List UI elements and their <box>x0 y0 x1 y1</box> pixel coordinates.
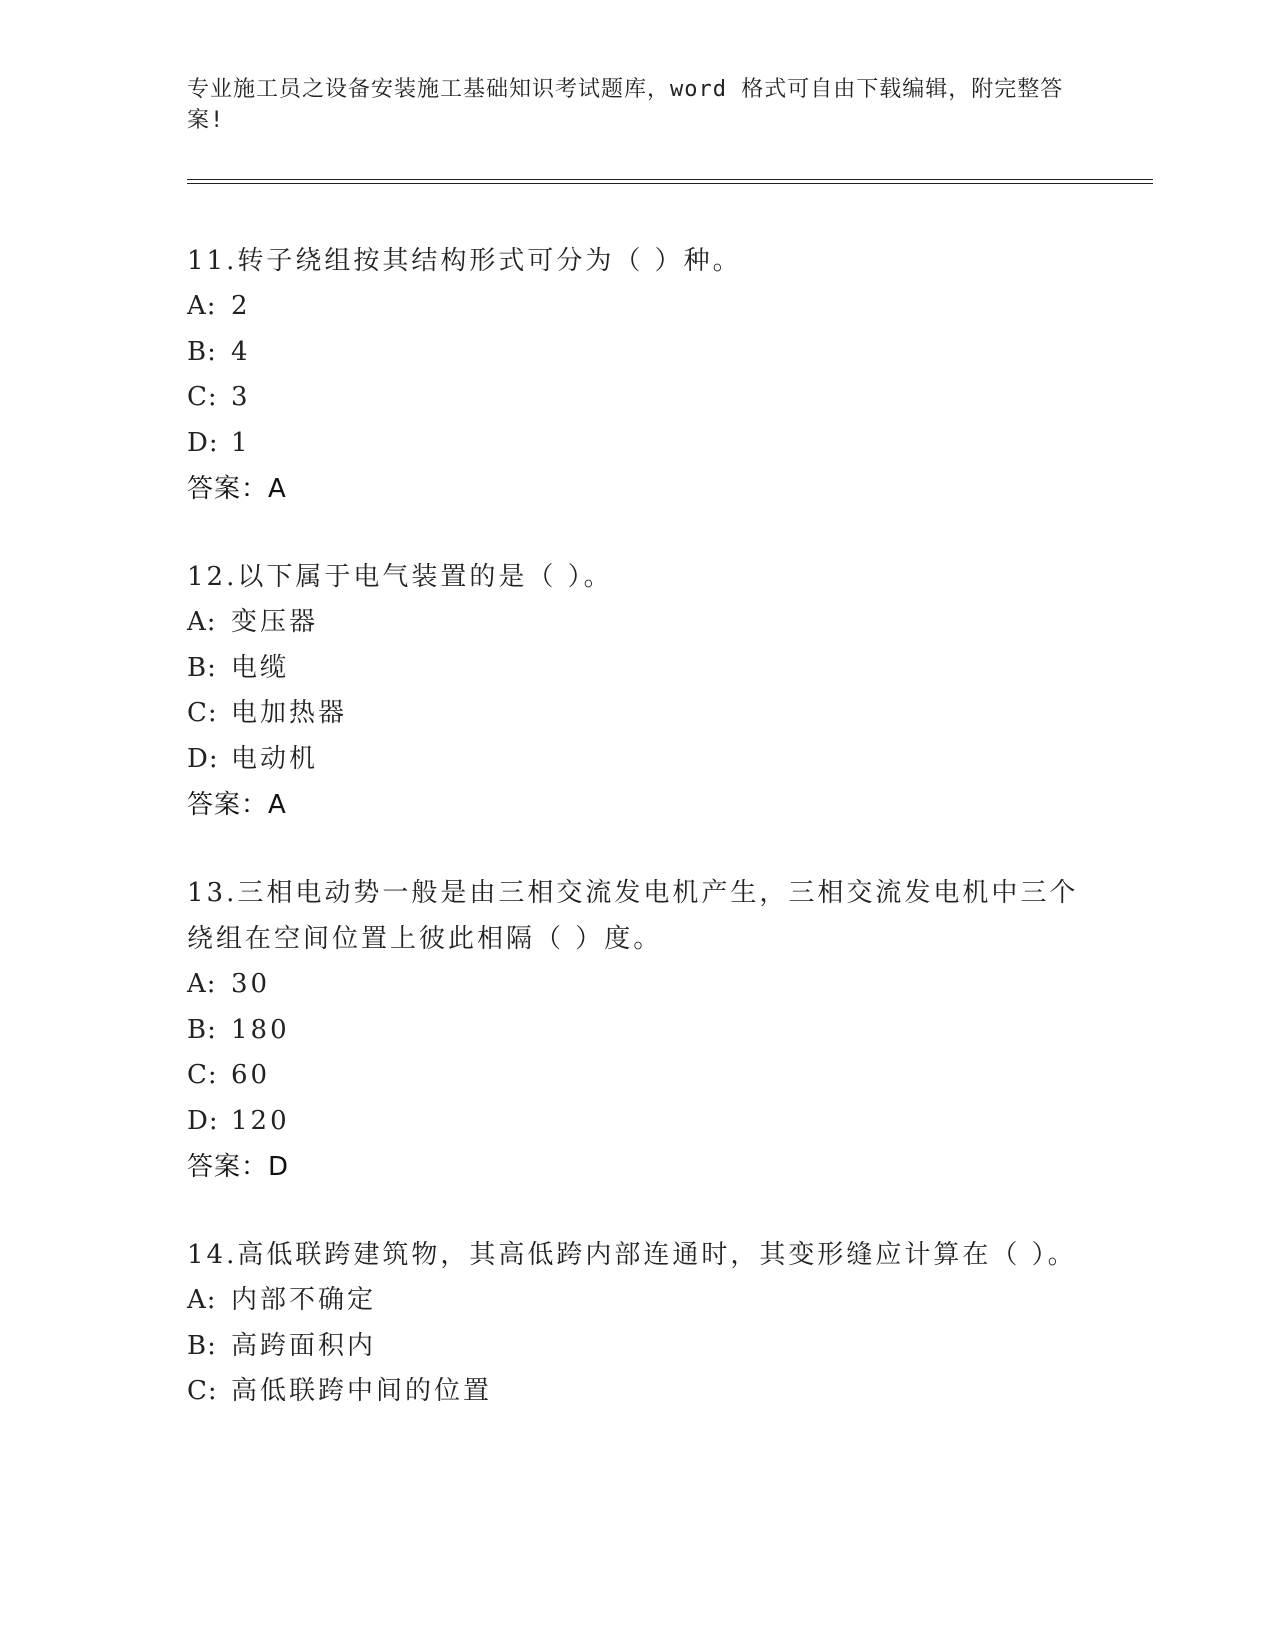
option-letter: C: <box>187 1376 218 1406</box>
header-divider-top <box>187 179 1153 180</box>
question-stem: 14.高低联跨建筑物，其高低跨内部连通时，其变形缝应计算在（ ）。 <box>187 1240 1077 1270</box>
option-letter: B: <box>187 336 217 367</box>
option-text: 1 <box>231 427 251 458</box>
option-b <box>187 330 1087 376</box>
option-letter: A: <box>187 969 217 999</box>
answer-line: 答案：A <box>187 474 287 504</box>
option-text: 高低联跨中间的位置 <box>231 1376 493 1406</box>
option-text: 电动机 <box>231 743 319 774</box>
option-b <box>187 646 1087 692</box>
option-letter: C: <box>187 1060 218 1090</box>
page-header-text: 专业施工员之设备安装施工基础知识考试题库，word 格式可自由下载编辑，附完整答案! <box>187 77 1064 133</box>
option-text: 60 <box>231 1060 271 1090</box>
option-letter: A: <box>187 291 217 321</box>
option-letter: D: <box>187 1105 219 1136</box>
option-text: 高跨面积内 <box>231 1330 377 1361</box>
option-b <box>187 1324 1087 1370</box>
option-text: 3 <box>231 382 251 412</box>
option-a <box>187 284 1087 330</box>
answer-line: 答案：D <box>187 1152 290 1182</box>
option-text: 2 <box>231 291 251 321</box>
question-13 <box>187 870 1087 1190</box>
question-stem: 11.转子绕组按其结构形式可分为（ ）种。 <box>187 246 742 276</box>
question-stem: 12.以下属于电气装置的是（ ）。 <box>187 562 613 592</box>
question-11 <box>187 238 1087 512</box>
option-text: 内部不确定 <box>231 1285 377 1315</box>
option-c <box>187 1053 1087 1099</box>
option-a <box>187 962 1087 1008</box>
option-letter: C: <box>187 382 218 412</box>
option-letter: A: <box>187 607 217 637</box>
option-text: 30 <box>231 969 271 999</box>
option-letter: B: <box>187 1014 217 1045</box>
option-a <box>187 600 1087 646</box>
question-12 <box>187 554 1087 828</box>
option-letter: A: <box>187 1285 217 1315</box>
option-text: 电加热器 <box>231 698 348 728</box>
question-stem: 13.三相电动势一般是由三相交流发电机产生，三相交流发电机中三个绕组在空间位置上彼此相隔（ ）度。 <box>187 878 1079 954</box>
option-text: 电缆 <box>231 652 290 683</box>
answer-line: 答案：A <box>187 790 287 820</box>
option-c <box>187 691 1087 737</box>
option-a <box>187 1278 1087 1324</box>
option-text: 变压器 <box>231 607 319 637</box>
option-text: 180 <box>231 1014 290 1045</box>
option-text: 120 <box>231 1105 290 1136</box>
option-c <box>187 1369 1087 1415</box>
question-list <box>187 238 1087 1457</box>
option-text: 4 <box>231 336 251 367</box>
header-divider-bottom <box>187 183 1153 184</box>
option-b <box>187 1008 1087 1054</box>
option-letter: B: <box>187 652 217 683</box>
option-letter: B: <box>187 1330 217 1361</box>
option-d <box>187 421 1087 467</box>
option-d <box>187 737 1087 783</box>
option-c <box>187 375 1087 421</box>
option-letter: C: <box>187 698 218 728</box>
option-letter: D: <box>187 743 219 774</box>
question-14 <box>187 1232 1087 1415</box>
option-d <box>187 1099 1087 1145</box>
option-letter: D: <box>187 427 219 458</box>
